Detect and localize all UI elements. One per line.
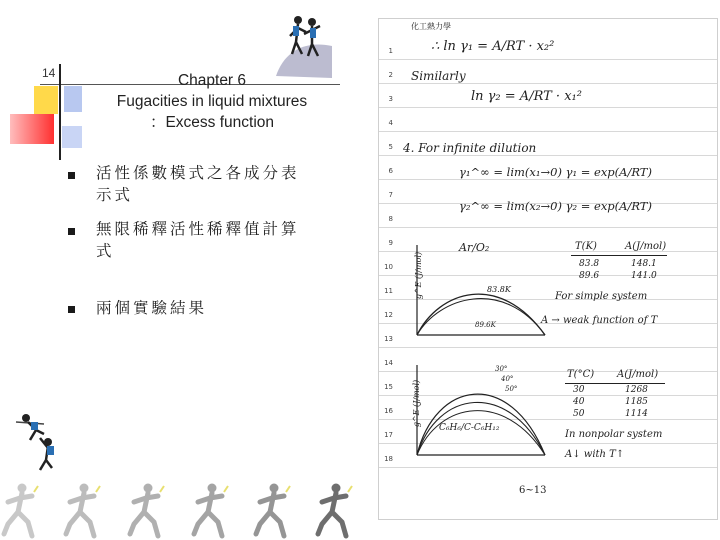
line-number: 8	[388, 215, 393, 223]
handwritten-text: In nonpolar system	[565, 429, 663, 440]
divider	[59, 64, 61, 160]
table-cell: 50	[573, 409, 585, 419]
line-number: 6	[388, 167, 393, 175]
line-number: 3	[388, 95, 393, 103]
deco-square	[10, 114, 54, 144]
bullet-text: 無限稀釋活性稀釋值計算 式	[96, 220, 300, 260]
bullet-icon	[68, 172, 75, 179]
axis-label: g^E (J/mol)	[412, 379, 422, 428]
table-header: A(J/mol)	[617, 369, 659, 380]
title-line: Fugacities in liquid mixtures	[116, 93, 308, 110]
curve-label: 40°	[501, 375, 514, 383]
handwritten-text: For simple system	[555, 291, 648, 302]
title-line: Chapter 6	[177, 72, 247, 89]
table-cell: 1268	[625, 385, 648, 395]
deco-square	[62, 126, 82, 148]
line-number: 1	[388, 47, 393, 55]
line-number: 15	[384, 383, 393, 391]
line-number: 14	[384, 359, 393, 367]
runner-figure-icon	[62, 482, 102, 540]
handwritten-text: A↓ with T↑	[565, 449, 625, 460]
title-line: ：Excess function	[149, 114, 275, 131]
line-number: 5	[388, 143, 393, 151]
runner-figure-icon	[126, 482, 166, 540]
runner-figure-icon	[190, 482, 230, 540]
runner-figure-icon	[0, 482, 40, 540]
equation: γ₁^∞ = lim(x₁→0) γ₁ = exp(A/RT)	[459, 165, 652, 179]
table-header: T(K)	[575, 241, 597, 252]
equation: ∴ ln γ₁ = A/RT · x₂²	[431, 39, 555, 54]
axis-label: g^E (J/mol)	[414, 251, 424, 300]
notebook-page	[378, 18, 718, 520]
handwritten-text: A → weak function of T	[541, 315, 658, 326]
bullet-text: 兩個實驗結果	[96, 299, 208, 317]
line-number: 17	[384, 431, 393, 439]
bullet-text: 活性係數模式之各成分表 示式	[96, 164, 300, 204]
line-number: 10	[384, 263, 393, 271]
ge-curve-plot	[399, 361, 549, 461]
line-number: 2	[388, 71, 393, 79]
table-cell: 1114	[625, 409, 648, 419]
line-number: 12	[384, 311, 393, 319]
runner-figure-icon	[252, 482, 292, 540]
handwritten-text: Similarly	[411, 69, 466, 83]
curve-label: 89.6K	[475, 321, 496, 329]
line-number: 13	[384, 335, 393, 343]
deco-square	[34, 86, 58, 114]
table-cell: 30	[573, 385, 585, 395]
line-number: 4	[388, 119, 393, 127]
line-number: 16	[384, 407, 393, 415]
handwritten-text: 4. For infinite dilution	[403, 141, 537, 155]
table-header: T(°C)	[567, 369, 595, 380]
curve-label: 50°	[505, 385, 518, 393]
line-number: 11	[384, 287, 393, 295]
line-number: 7	[388, 191, 393, 199]
table-cell: 83.8	[579, 259, 600, 269]
table-cell: 141.0	[631, 271, 657, 281]
equation: γ₂^∞ = lim(x₂→0) γ₂ = exp(A/RT)	[459, 199, 652, 213]
page-number: 14	[42, 66, 56, 80]
deco-square	[64, 86, 82, 112]
table-header: A(J/mol)	[625, 241, 667, 252]
notebook-header: 化工熱力學	[411, 22, 451, 31]
table-cell: 1185	[625, 397, 648, 407]
curve-label: 83.8K	[487, 285, 511, 294]
climber-figure-icon	[14, 408, 64, 474]
table-cell: 148.1	[631, 259, 657, 269]
bullet-icon	[68, 228, 75, 235]
line-number: 9	[388, 239, 393, 247]
runner-figure-icon	[314, 482, 354, 540]
bullet-icon	[68, 306, 75, 313]
table-cell: 89.6	[579, 271, 600, 281]
table-cell: 40	[573, 397, 585, 407]
climbers-illustration	[274, 12, 334, 78]
slide-title	[92, 70, 332, 133]
chart-label: C₆H₆/C-C₆H₁₂	[439, 423, 500, 433]
chart-label: Ar/O₂	[459, 241, 490, 254]
curve-label: 30°	[495, 365, 508, 373]
page-footer: 6~13	[519, 485, 547, 496]
line-number: 18	[384, 455, 393, 463]
equation: ln γ₂ = A/RT · x₁²	[471, 89, 582, 104]
